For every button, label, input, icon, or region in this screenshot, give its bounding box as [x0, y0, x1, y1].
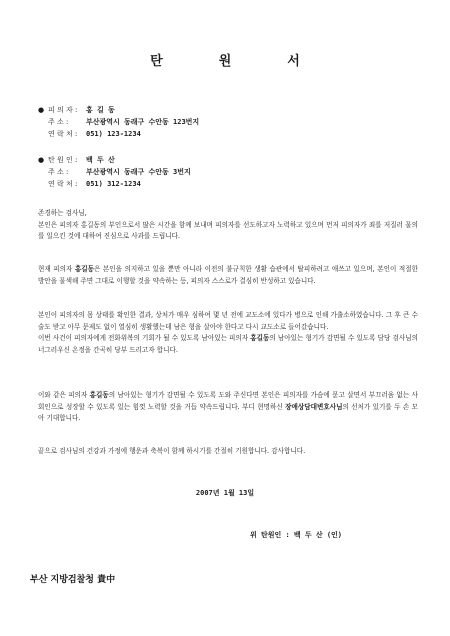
petitioner-address: 부산광역시 동래구 수안동 3번지 — [86, 168, 191, 176]
offender-phone-label: 연 락 처 : — [48, 130, 78, 138]
text: 은 본인을 의지하고 있을 뿐만 아니라 이전의 불규칙한 생활 습관에서 탈피하려고 애쓰고 있으며, 본인이 적절한 방안을 물색해 주면 그대로 이행할 것을 약속하는 등, 피의자 스스로가 결심히 반성하고 있습니다. — [38, 265, 418, 285]
offender-name-inline: 홍길동 — [89, 391, 109, 399]
petitioner-phone-label: 연 락 처 : — [48, 180, 78, 188]
office-name: 지방검찰청 貴中 — [47, 575, 116, 585]
offender-name-label: 피 의 자 : — [48, 106, 78, 114]
reform-paragraph — [38, 264, 418, 287]
petitioner-address-label: 주 소 : — [48, 168, 69, 176]
offender-info — [38, 104, 199, 140]
closing-paragraph — [38, 446, 418, 458]
greeting: 존경하는 검사님, — [38, 209, 87, 217]
text: 이와 같은 피의자 — [38, 391, 90, 399]
text: 의 선처가 있기를 두 손 모아 기대합니다. — [38, 402, 418, 422]
offender-name-inline: 홍길동 — [250, 334, 270, 342]
petitioner-info — [38, 154, 191, 190]
text: 이번 사건이 피의자에게 전화위복의 기회가 될 수 있도록 남아있는 피의자 — [38, 334, 251, 342]
office-city: 부산 — [30, 575, 48, 585]
offender-address: 부산광역시 동래구 수안동 123번지 — [86, 118, 200, 126]
title-char: 원 — [218, 54, 232, 69]
offender-address-label: 주 소 : — [48, 118, 69, 126]
greeting-paragraph — [38, 208, 418, 243]
text: 의 남아있는 형기가 감면될 수 있도록 담당 검사님의 너그러우신 온정을 간곡히 당부 드리고자 합니다. — [38, 334, 419, 354]
apology-paragraph: 본인은 피의자 홍길동의 부인으로서 많은 시간을 함께 보내며 피의자를 선도하고자 노력하고 있으며 먼저 피의자가 죄를 저질러 물의를 일으킨 것에 대하여 진심으로 사과를 드립니다. — [38, 220, 418, 240]
petitioner-phone: 051) 312-1234 — [86, 180, 141, 188]
closing-text: 끝으로 검사님의 건강과 가정에 행운과 축복이 함께 하시기를 간절히 기원합니다. 감사합니다. — [38, 447, 306, 455]
offender-name-inline: 홍길동 — [74, 265, 94, 273]
bullet-icon: ● — [38, 156, 45, 164]
petitioner-name-label: 탄 원 인 : — [48, 156, 78, 164]
petitioner-name: 백 두 산 — [86, 156, 115, 164]
text: 의 남아있는 형기가 감면될 수 있도록 도와 주신다면 본인은 피의자를 가슴에 묻고 살면서 부끄러움 없는 사회인으로 성장할 수 있도록 있는 힘껏 노력할 것을 거듭 약속드립니다. 부디 현명하신 — [38, 391, 418, 411]
health-paragraph — [38, 310, 418, 356]
health-text: 본인이 피의자의 몸 상태를 확인한 결과, 상처가 매우 심하여 몇 년 전에 교도소에 있다가 병으로 인해 가출소하였습니다. 그 후 큰 수술도 받고 아무 문제도 없이 열심히 생활했는데 남은 형을 살아야 한다고 다시 교도소로 들어갔습니다. — [38, 311, 418, 331]
signature-line: 위 탄원인 : 백 두 산 (인) — [250, 531, 343, 539]
text: 현재 피의자 — [38, 265, 75, 273]
prosecutor-title-inline: 장애상담대변호사님 — [285, 402, 343, 411]
offender-name: 홍 길 동 — [86, 106, 115, 114]
bullet-icon: ● — [38, 106, 45, 114]
document-date: 2007년 1월 13일 — [195, 489, 255, 497]
offender-phone: 051) 123-1234 — [86, 130, 141, 138]
title-char: 서 — [287, 54, 300, 69]
title-char: 탄 — [150, 54, 163, 69]
document-title — [0, 50, 450, 69]
plea-paragraph — [38, 390, 418, 425]
